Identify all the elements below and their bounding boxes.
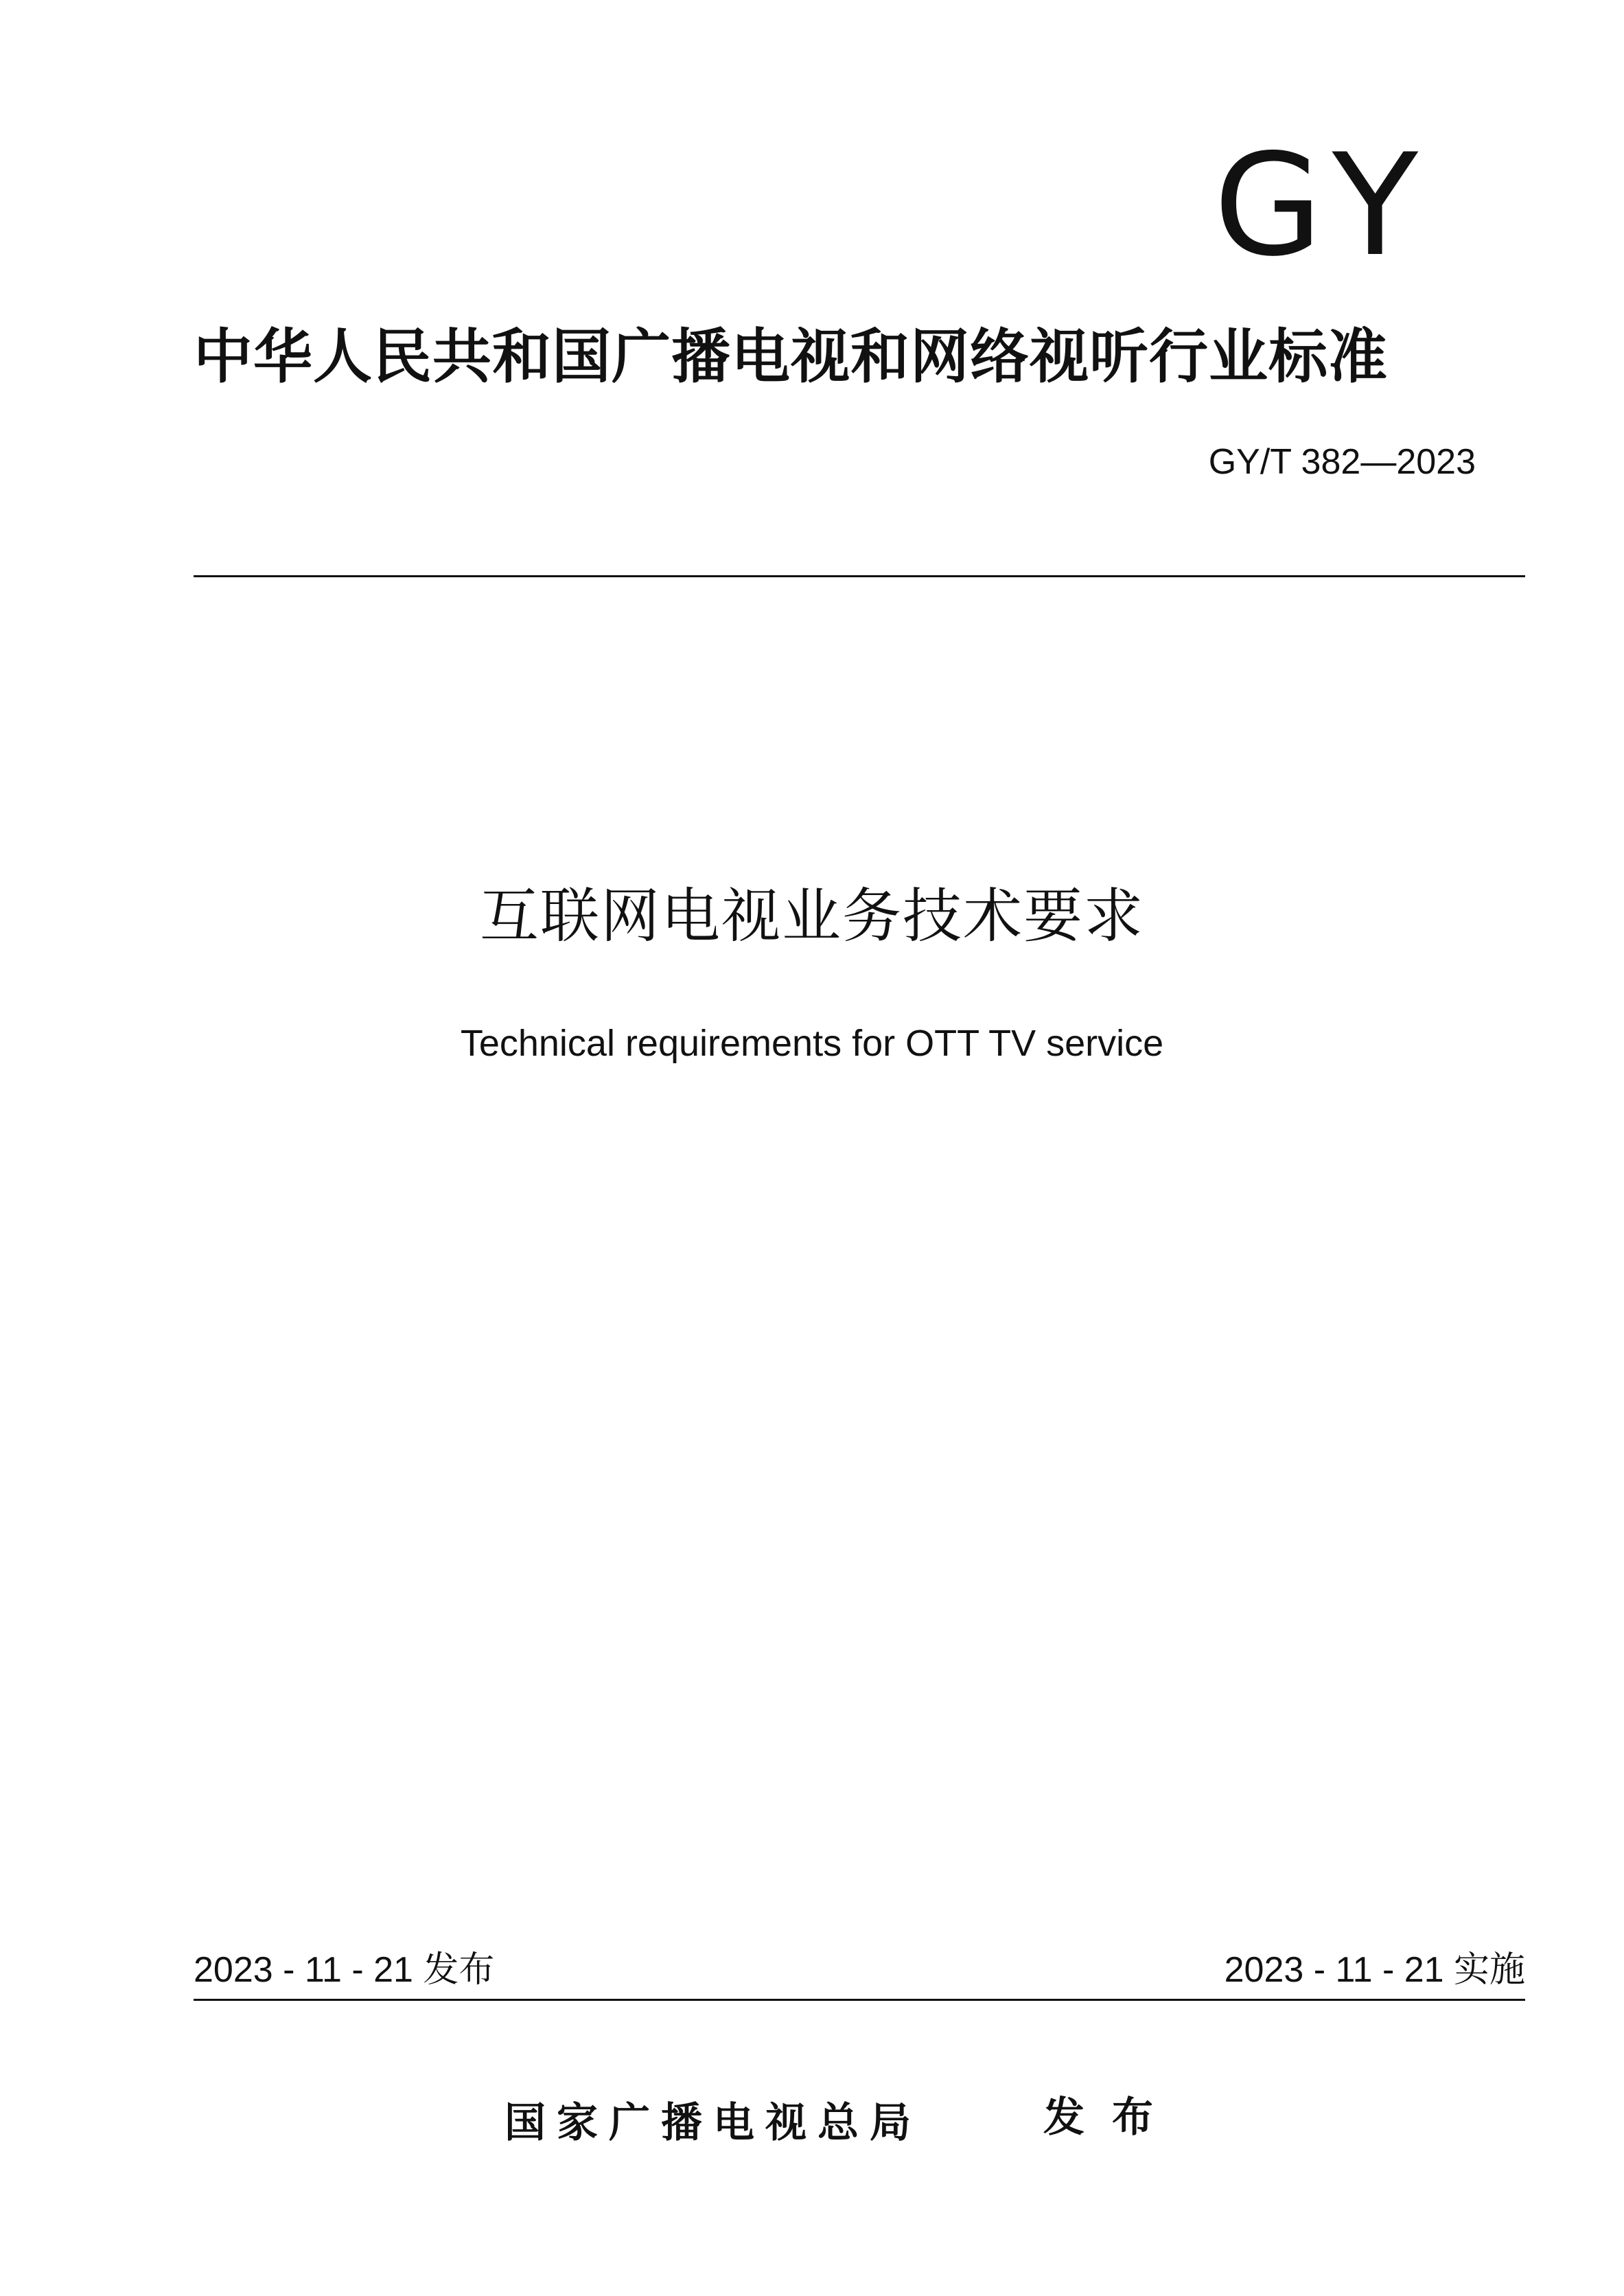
standard-code: GY/T 382—2023 [1208, 442, 1476, 482]
top-divider [194, 575, 1525, 577]
publish-date: 2023 - 11 - 21 发布 [194, 1950, 495, 1990]
gy-logo: GY [1214, 124, 1435, 288]
issuing-authority: 国家广播电视总局 [504, 2099, 922, 2147]
standard-category-title: 中华人民共和国广播电视和网络视听行业标准 [194, 323, 1388, 391]
issue-label: 发布 [1043, 2094, 1181, 2142]
implementation-date: 2023 - 11 - 21 实施 [1224, 1950, 1525, 1990]
document-title-chinese: 互联网电视业务技术要求 [480, 882, 1144, 951]
document-title-english: Technical requirements for OTT TV service [460, 1023, 1164, 1064]
bottom-divider [194, 1999, 1525, 2001]
